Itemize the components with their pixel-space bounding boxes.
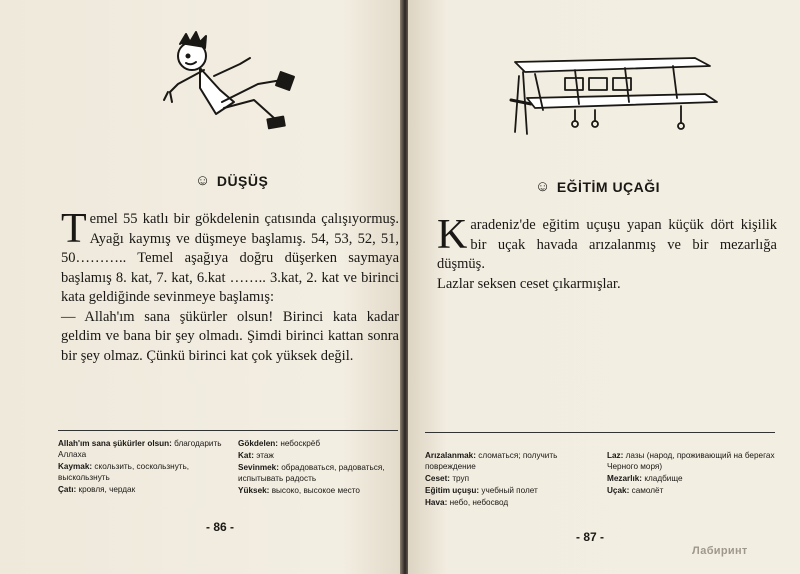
story-paragraph: Lazlar seksen ceset çıkarmışlar.	[437, 275, 621, 292]
page-number-right: - 87 -	[576, 530, 605, 544]
glossary-entry	[425, 450, 593, 472]
glossary-definition: труп	[452, 474, 470, 483]
glossary-entry	[238, 485, 398, 496]
smiley-icon: ☺	[195, 172, 211, 189]
glossary-term: Hava:	[425, 498, 448, 507]
glossary-term: Arızalanmak:	[425, 451, 476, 460]
glossary-term: Uçak:	[607, 486, 630, 495]
glossary-divider	[58, 430, 398, 431]
glossary-right	[425, 450, 775, 509]
glossary-definition: этаж	[256, 451, 274, 460]
glossary-term: Gökdelen:	[238, 439, 279, 448]
glossary-definition: высоко, высокое место	[271, 486, 360, 495]
glossary-entry	[425, 473, 593, 484]
glossary-definition: небоскрёб	[280, 439, 321, 448]
glossary-term: Kaymak:	[58, 462, 93, 471]
glossary-term: Yüksek:	[238, 486, 270, 495]
glossary-column	[607, 450, 775, 509]
glossary-definition: учебный полет	[481, 486, 538, 495]
glossary-entry	[238, 462, 398, 484]
glossary-term: Mezarlık:	[607, 474, 643, 483]
glossary-entry	[58, 461, 224, 483]
glossary-column	[425, 450, 593, 509]
glossary-left	[58, 438, 398, 497]
story-title-text: EĞİTİM UÇAĞI	[556, 178, 661, 195]
story-paragraph	[61, 206, 399, 308]
glossary-entry	[58, 484, 224, 495]
glossary-term: Sevinmek:	[238, 463, 279, 472]
story-text-right	[437, 212, 777, 294]
smiley-icon: ☺	[535, 178, 551, 195]
glossary-term: Allah'ım sana şükürler olsun:	[58, 439, 172, 448]
story-paragraph: — Allah'ım sana şükürler olsun! Birinci kata kadar geldim ve bana bir şey olmadı. Şimdi birinci kattan sonra bir şey olmaz. Çünkü birinci kat çok yüksek değil.	[61, 308, 399, 364]
glossary-term: Laz:	[607, 451, 624, 460]
falling-man-illustration	[150, 18, 310, 148]
drop-cap: T	[61, 206, 87, 252]
watermark: Лабиринт	[692, 545, 748, 557]
story-title-text: DÜŞÜŞ	[216, 172, 269, 189]
glossary-term: Ceset:	[425, 474, 451, 483]
glossary-entry	[58, 438, 224, 460]
glossary-column	[238, 438, 398, 497]
glossary-entry	[607, 473, 775, 484]
glossary-entry	[238, 438, 398, 449]
story-paragraph-text: emel 55 katlı bir gökdelenin çatısında çalışıyormuş. Ayağı kaymış ve düşmeye başlamış. 54, 53, 52, 51, 50……….. Temel aşağıya doğru düşerken saymaya başlamış 8. kat, 7. kat, 6.kat …….. 3.kat, 2. kat ve birinci kata geldiğinde sevinmeye başlamış:	[61, 211, 399, 305]
glossary-definition: кровля, чердак	[78, 485, 136, 494]
drop-cap: K	[437, 212, 468, 258]
glossary-entry	[238, 450, 398, 461]
glossary-divider	[425, 432, 775, 433]
glossary-definition: сломаться; получить повреждение	[425, 451, 558, 471]
glossary-definition: кладбище	[644, 474, 683, 483]
biplane-illustration	[505, 40, 720, 150]
glossary-entry	[607, 485, 775, 496]
glossary-definition: лазы (народ, проживающий на берегах Черного моря)	[607, 451, 775, 471]
story-text-left	[61, 206, 399, 366]
glossary-definition: скользить, соскользнуть, выскользнуть	[58, 462, 190, 482]
glossary-definition: самолёт	[631, 486, 664, 495]
story-title-right	[535, 178, 660, 195]
glossary-entry	[425, 485, 593, 496]
glossary-definition: обрадоваться, радоваться, испытывать радость	[238, 463, 385, 483]
glossary-term: Eğitim uçuşu:	[425, 486, 480, 495]
story-paragraph	[437, 212, 777, 275]
glossary-entry	[607, 450, 775, 472]
glossary-column	[58, 438, 224, 497]
glossary-definition: благодарить Аллаха	[58, 439, 222, 459]
glossary-definition: небо, небосвод	[449, 498, 509, 507]
glossary-term: Kat:	[238, 451, 254, 460]
glossary-entry	[425, 497, 593, 508]
glossary-term: Çatı:	[58, 485, 77, 494]
story-paragraph-text: aradeniz'de eğitim uçuşu yapan küçük dört kişilik bir uçak havada arızalanmış ve bir mezarlığa düşmüş.	[437, 217, 777, 272]
story-title-left	[195, 172, 268, 189]
page-number-left: - 86 -	[206, 520, 235, 534]
